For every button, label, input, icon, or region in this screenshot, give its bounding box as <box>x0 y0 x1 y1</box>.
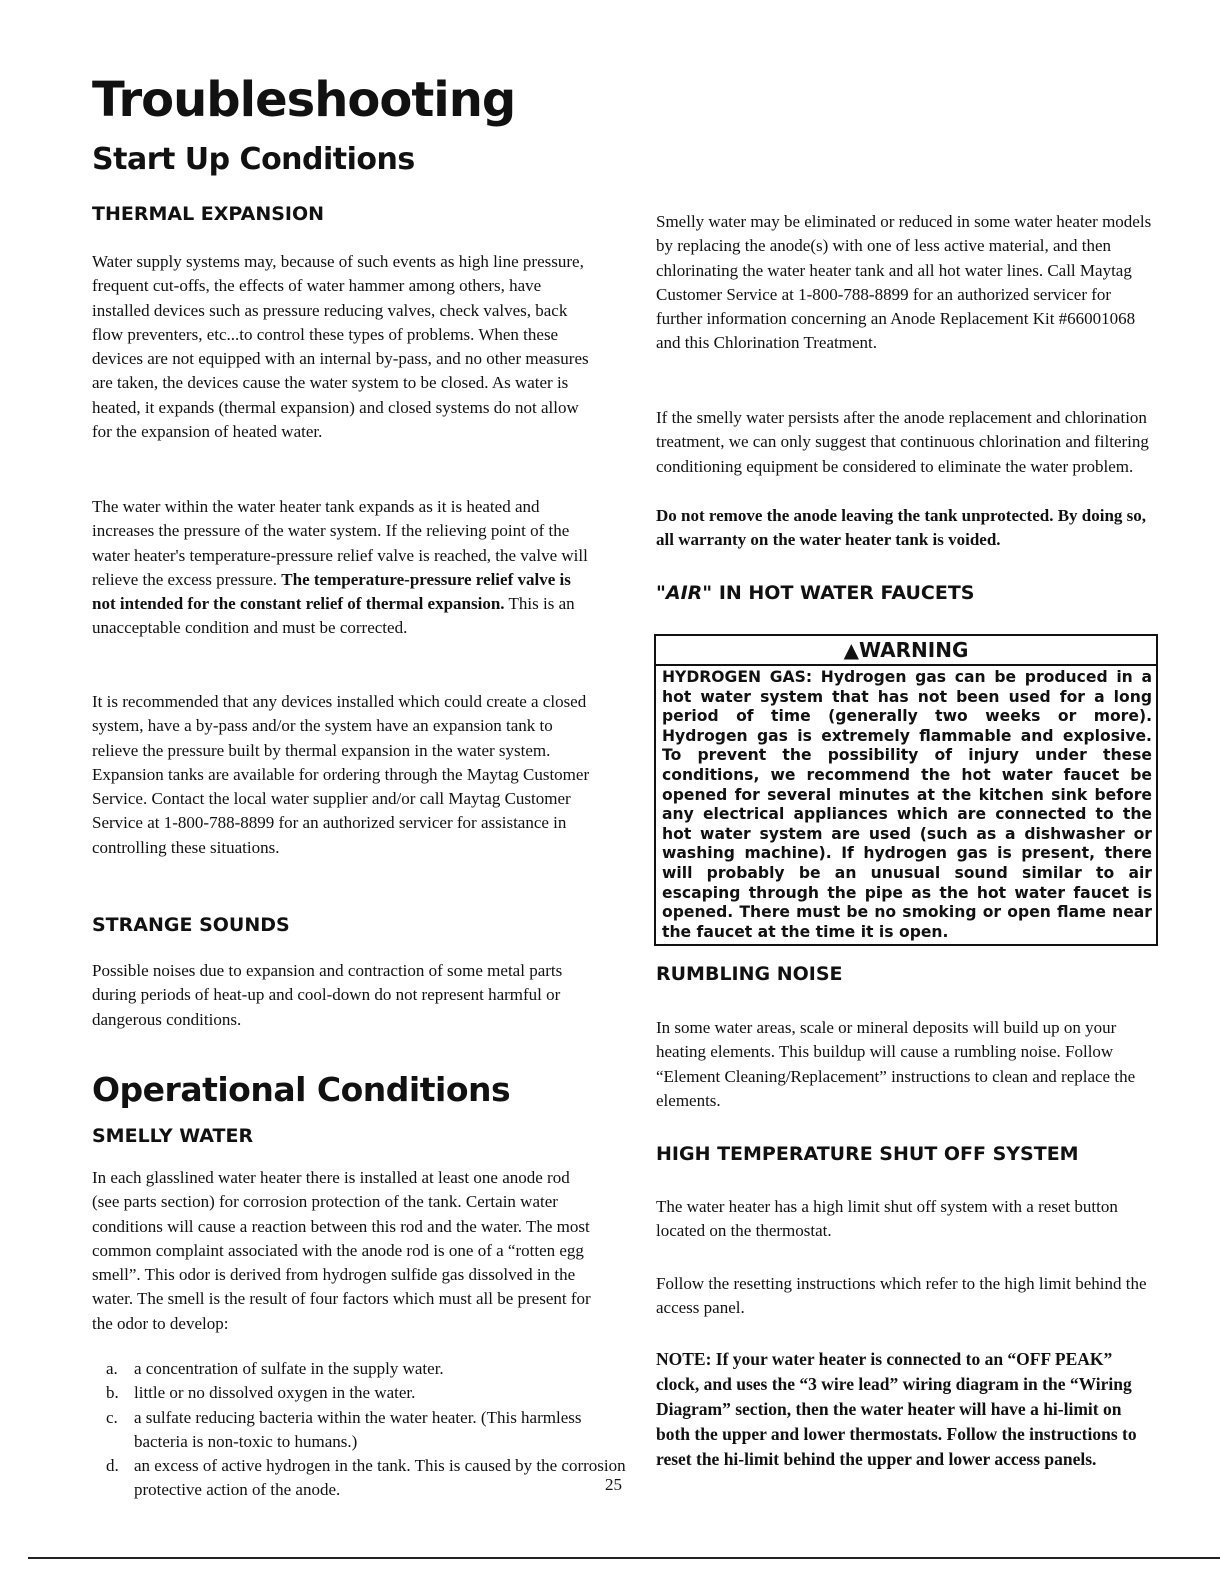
list-item <box>106 1357 634 1381</box>
list-marker: b. <box>106 1383 119 1403</box>
list-item <box>106 1381 634 1405</box>
warning-label: WARNING <box>859 638 969 662</box>
smelly-water-paragraph-2: Smelly water may be eliminated or reduced in some water heater models by replacing the anode(s) with one of less active material, and then chlorinating the water heater tank and all hot water lines. Call Maytag Customer Service at 1-800-788-8899 for an authorized servicer for further information concerning an Anode Replacement Kit #66001068 and this Chlorination Treatment. <box>656 212 1152 353</box>
warning-triangle-icon: ▲ <box>843 638 859 662</box>
heading-high-temperature: HIGH TEMPERATURE SHUT OFF SYSTEM <box>656 1143 1079 1165</box>
section-heading-operational: Operational Conditions <box>92 1070 511 1109</box>
strange-sounds-paragraph: Possible noises due to expansion and contraction of some metal parts during periods of heat-up and cool-down do not represent harmful or dangerous conditions. <box>92 961 563 1029</box>
list-text: a concentration of sulfate in the supply water. <box>134 1359 444 1378</box>
high-temp-paragraph-2: Follow the resetting instructions which refer to the high limit behind the access panel. <box>656 1274 1147 1318</box>
odor-factors-list <box>92 1357 634 1503</box>
off-peak-note: NOTE: If your water heater is connected to an “OFF PEAK” clock, and uses the “3 wire lead” wiring diagram in the “Wiring Diagram” section, then the water heater will have a hi-limit on both the upper and lower thermostats. Follow the instructions to reset the hi-limit behind the upper and lower access panels. <box>656 1349 1137 1469</box>
list-text: an excess of active hydrogen in the tank. This is caused by the corrosion protective action of the anode. <box>134 1456 626 1500</box>
hydrogen-warning-box <box>654 634 1158 946</box>
thermal-paragraph-3: It is recommended that any devices installed which could create a closed system, have a by-pass and/or the system have an expansion tank to relieve the pressure built by thermal expansion in the water system. Expansion tanks are available for ordering through the Maytag Customer Service. Contact the local water supplier and/or call Maytag Customer Service at 1-800-788-8899 for an authorized servicer for assistance in controlling these situations. <box>92 692 590 857</box>
heading-strange-sounds: STRANGE SOUNDS <box>92 914 290 936</box>
list-text: little or no dissolved oxygen in the water. <box>134 1383 416 1403</box>
list-marker: d. <box>106 1456 119 1476</box>
thermal-paragraph-1: Water supply systems may, because of such events as high line pressure, frequent cut-offs, the effects of water hammer among others, have installed devices such as pressure reducing valves, check valves, back flow preventers, etc...to control these types of problems. When these devices are not equipped with an internal by-pass, and no other measures are taken, the devices cause the water system to be closed. As water is heated, it expands (thermal expansion) and closed systems do not allow for the expansion of heated water. <box>92 252 589 442</box>
list-text: a sulfate reducing bacteria within the water heater. (This harmless bacteria is non-toxic to humans.) <box>134 1407 582 1451</box>
bold-text: The temperature-pressure relief valve is not intended for the constant relief of thermal expansion. <box>92 569 571 614</box>
heading-thermal-expansion: THERMAL EXPANSION <box>92 203 325 225</box>
smelly-water-paragraph-3: If the smelly water persists after the anode replacement and chlorination treatment, we can only suggest that continuous chlorination and filtering conditioning equipment be considered to eliminate the water problem. <box>656 408 1149 476</box>
list-marker: c. <box>106 1407 118 1427</box>
page-title: Troubleshooting <box>92 72 516 128</box>
heading-smelly-water: SMELLY WATER <box>92 1125 254 1147</box>
heading-air-in-faucets <box>656 582 974 604</box>
thermal-paragraph-2 <box>92 495 592 641</box>
rumbling-paragraph: In some water areas, scale or mineral deposits will build up on your heating elements. This buildup will cause a rumbling noise. Follow “Element Cleaning/Replacement” instructions to clean and replace the elements. <box>656 1018 1136 1110</box>
list-item <box>106 1454 634 1503</box>
warning-title <box>656 636 1156 666</box>
section-heading-start-up: Start Up Conditions <box>92 142 415 177</box>
text: This is an unacceptable condition and must be corrected. <box>92 594 575 638</box>
smelly-water-paragraph: In each glasslined water heater there is installed at least one anode rod (see parts section) for corrosion protection of the tank. Certain water conditions will cause a reaction between this rod and the water. The most common complaint associated with the anode rod is one of a “rotten egg smell”. This odor is derived from hydrogen sulfide gas dissolved in the water. The smell is the result of four factors which must all be present for the odor to develop: <box>92 1168 591 1333</box>
anode-warning-paragraph: Do not remove the anode leaving the tank unprotected. By doing so, all warranty on the water heater tank is voided. <box>656 506 1147 550</box>
heading-text: IN HOT WATER FAUCETS <box>712 582 975 604</box>
high-temp-paragraph-1: The water heater has a high limit shut off system with a reset button located on the thermostat. <box>656 1197 1118 1241</box>
heading-rumbling-noise: RUMBLING NOISE <box>656 963 843 985</box>
page-number: 25 <box>605 1475 622 1494</box>
text: The water within the water heater tank expands as it is heated and increases the pressure of the water system. If the relieving point of the water heater's temperature-pressure relief valve is reached, the valve will relieve the excess pressure. <box>92 497 588 589</box>
heading-air-emphasis: "AIR" <box>656 582 713 604</box>
list-item <box>106 1406 634 1455</box>
list-marker: a. <box>106 1359 118 1378</box>
warning-text: HYDROGEN GAS: Hydrogen gas can be produced in a hot water system that has not been used for a long period of time (generally two weeks or more). Hydrogen gas is extremely flammable and explosive. To prevent the possibility of injury under these conditions, we recommend the hot water faucet be opened for several minutes at the kitchen sink before any electrical appliances which are connected to the hot water system are used (such as a dishwasher or washing machine). If hydrogen gas is present, there will probably be an unusual sound similar to air escaping through the pipe as the hot water faucet is opened. There must be no smoking or open flame near the faucet at the time it is open. <box>662 668 1152 941</box>
bottom-rule <box>28 1557 1220 1559</box>
